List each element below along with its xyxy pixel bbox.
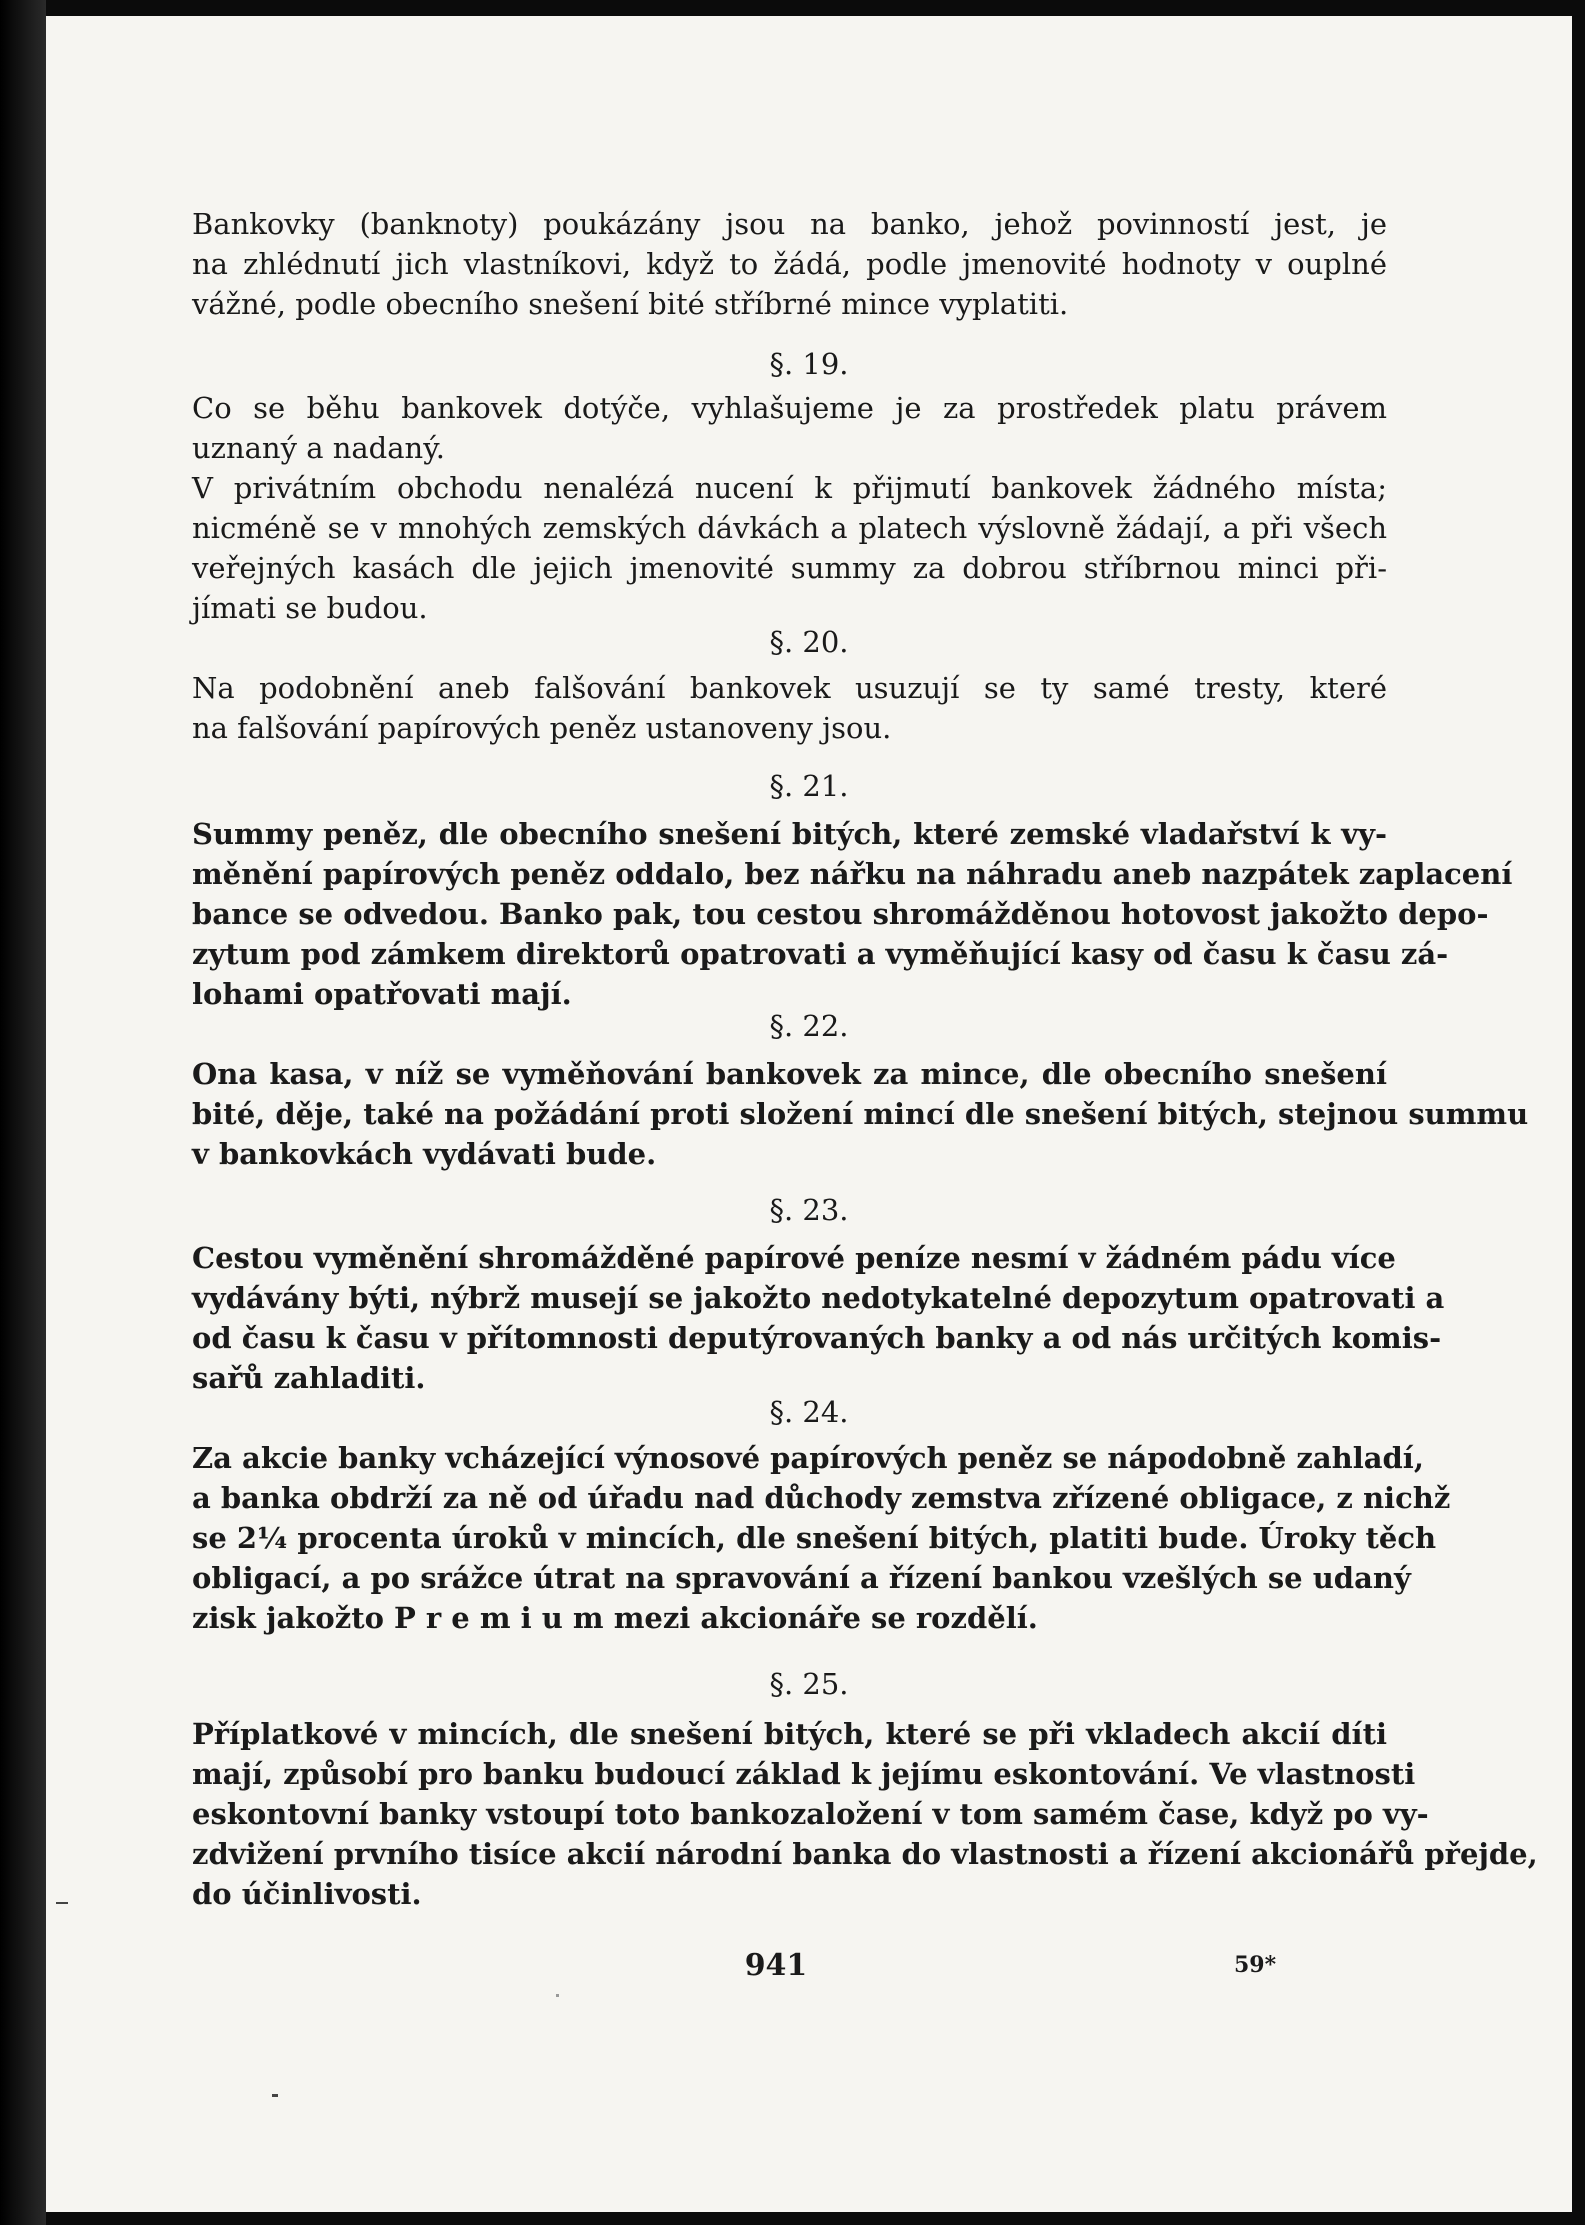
section-heading: §. 23. [769, 1193, 849, 1227]
text-line: Ona kasa, v níž se vyměňování bankovek za mince, dle obecního snešení [192, 1057, 1387, 1091]
text-line: Summy peněz, dle obecního snešení bitých, které zemské vladařství k vy- [192, 817, 1387, 851]
text-line: zytum pod zámkem direktorů opatrovati a vyměňující kasy od času k času zá- [192, 937, 1449, 971]
text-line: bité, děje, také na požádání proti složení mincí dle snešení bitých, stejnou summu [192, 1097, 1529, 1131]
document-page [46, 16, 1572, 2212]
book-binding-edge [0, 0, 46, 2225]
section-heading: §. 20. [769, 625, 849, 659]
section-heading: §. 22. [769, 1009, 849, 1043]
text-line: měnění papírových peněz oddalo, bez nářku na náhradu aneb nazpátek zaplacení [192, 857, 1513, 891]
section-heading: §. 19. [769, 347, 849, 381]
text-line: lohami opatřovati mají. [192, 977, 572, 1011]
text-line: bance se odvedou. Banko pak, tou cestou shromážděnou hotovost jakožto depo- [192, 897, 1489, 931]
text-line: Bankovky (banknoty) poukázány jsou na banko, jehož povinností jest, je [192, 207, 1387, 241]
text-line: nicméně se v mnohých zemských dávkách a platech výslovně žádají, a při všech [192, 511, 1387, 545]
section-heading: §. 25. [769, 1667, 849, 1701]
text-line: od času k času v přítomnosti deputýrovaných banky a od nás určitých komis- [192, 1321, 1442, 1355]
section-heading: §. 21. [769, 769, 849, 803]
text-line: uznaný a nadaný. [192, 431, 445, 465]
text-line: sařů zahladiti. [192, 1361, 426, 1395]
text-line: V privátním obchodu nenalézá nucení k přijmutí bankovek žádného místa; [192, 471, 1387, 505]
signature-mark: 59* [1234, 1952, 1277, 1978]
text-line: Na podobnění aneb falšování bankovek usuzují se ty samé tresty, které [192, 671, 1387, 705]
text-line: obligací, a po srážce útrat na spravování a řízení bankou vzešlých se udaný [192, 1561, 1411, 1595]
text-line: Příplatkové v mincích, dle snešení bitých, které se při vkladech akcií díti [192, 1717, 1387, 1751]
scan-speck [56, 1902, 68, 1904]
text-line: vážné, podle obecního snešení bité stříbrné mince vyplatiti. [192, 287, 1069, 321]
page-number: 941 [744, 1948, 808, 1983]
text-line: do účinlivosti. [192, 1877, 422, 1911]
text-line: vydávány býti, nýbrž musejí se jakožto nedotykatelné depozytum opatrovati a [192, 1281, 1445, 1315]
text-line: Co se běhu bankovek dotýče, vyhlašujeme je za prostředek platu právem [192, 391, 1387, 425]
text-line: v bankovkách vydávati bude. [192, 1137, 657, 1171]
text-line: na zhlédnutí jich vlastníkovi, když to žádá, podle jmenovité hodnoty v ouplné [192, 247, 1387, 281]
text-line: jímati se budou. [192, 591, 428, 625]
text-line: mají, způsobí pro banku budoucí základ k jejímu eskontování. Ve vlastnosti [192, 1757, 1416, 1791]
text-line: a banka obdrží za ně od úřadu nad důchody zemstva zřízené obligace, z nichž [192, 1481, 1451, 1515]
text-line: na falšování papírových peněz ustanoveny jsou. [192, 711, 892, 745]
text-line: zisk jakožto P r e m i u m mezi akcionáře se rozdělí. [192, 1601, 1038, 1635]
text-line: veřejných kasách dle jejich jmenovité summy za dobrou stříbrnou minci při- [192, 551, 1387, 585]
scan-speck [272, 2094, 278, 2097]
text-line: Cestou vyměnění shromážděné papírové peníze nesmí v žádném pádu více [192, 1241, 1396, 1275]
text-line: Za akcie banky vcházející výnosové papírových peněz se nápodobně zahladí, [192, 1441, 1424, 1475]
section-heading: §. 24. [769, 1395, 849, 1429]
text-line: se 2¼ procenta úroků v mincích, dle snešení bitých, platiti bude. Úroky těch [192, 1521, 1437, 1555]
scan-speck [556, 1994, 559, 1997]
text-line: zdvižení prvního tisíce akcií národní banka do vlastnosti a řízení akcionářů přejde, [192, 1837, 1538, 1871]
text-line: eskontovní banky vstoupí toto bankozaložení v tom samém čase, když po vy- [192, 1797, 1429, 1831]
